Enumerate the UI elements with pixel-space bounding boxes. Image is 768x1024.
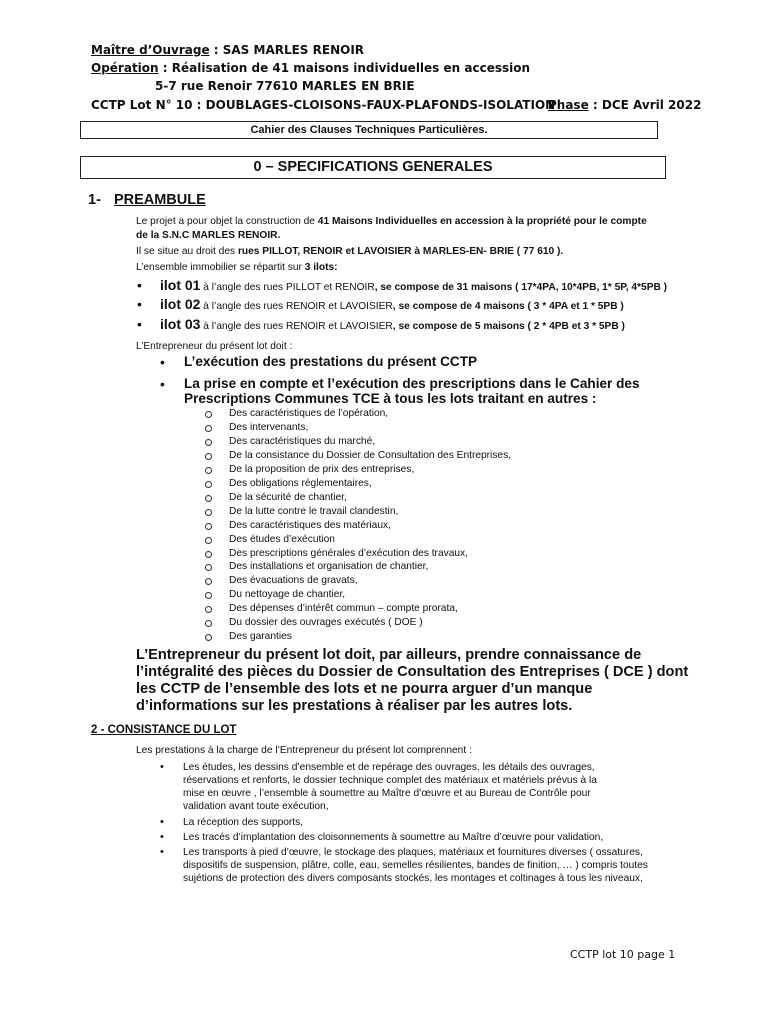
cahier-box: Cahier des Clauses Techniques Particulières. bbox=[80, 121, 658, 139]
circle-bullet-icon bbox=[205, 537, 212, 544]
prescription-item: De la sécurité de chantier, bbox=[229, 491, 347, 503]
ilot-name: ilot 03 bbox=[160, 316, 201, 332]
header-lot: CCTP Lot N° 10 : DOUBLAGES-CLOISONS-FAUX-PLAFONDS-ISOLATION bbox=[91, 98, 556, 112]
moa-value: : SAS MARLES RENOIR bbox=[209, 43, 365, 57]
preambule-heading bbox=[88, 192, 206, 208]
circle-bullet-icon bbox=[205, 439, 212, 446]
preambule-line-4 bbox=[136, 261, 338, 274]
bullet-icon: • bbox=[160, 376, 165, 392]
header-address: 5-7 rue Renoir 77610 MARLES EN BRIE bbox=[155, 79, 415, 93]
text-fragment: Le projet a pour objet la construction de bbox=[136, 216, 318, 227]
prescription-item: Des garanties bbox=[229, 631, 292, 643]
ilot-description: , se compose de 4 maisons ( 3 * 4PA et 1 * 5PB ) bbox=[392, 301, 624, 312]
bullet-icon: • bbox=[160, 831, 164, 843]
ilot-description: , se compose de 5 maisons ( 2 * 4PB et 3 * 5PB ) bbox=[392, 321, 625, 332]
prescription-item: De la proposition de prix des entreprises, bbox=[229, 463, 415, 475]
consistance-item-line: La réception des supports, bbox=[183, 817, 304, 828]
ilot-item bbox=[160, 277, 667, 293]
consistance-heading: 2 - CONSISTANCE DU LOT bbox=[91, 724, 237, 736]
consistance-item-line: dispositifs de suspension, plâtre, colle, eau, semelles résilientes, bandes de finition, … ) compris toutes bbox=[183, 860, 648, 871]
circle-bullet-icon bbox=[205, 453, 212, 460]
prescription-item: Des installations et organisation de chantier, bbox=[229, 561, 429, 573]
prescription-item: Des évacuations de gravats, bbox=[229, 575, 358, 587]
dce-paragraph-line: l’intégralité des pièces du Dossier de Consultation des Entreprises ( DCE ) dont bbox=[136, 664, 689, 680]
prescription-item: Des caractéristiques du marché, bbox=[229, 435, 376, 447]
preambule-line-3 bbox=[136, 245, 563, 258]
ilot-description: , se compose de 31 maisons ( 17*4PA, 10*4PB, 1* 5P, 4*5PB ) bbox=[374, 282, 668, 293]
consistance-item-line: Les études, les dessins d’ensemble et de repérage des ouvrages, les détails des ouvrages, bbox=[183, 762, 595, 773]
bullet-icon: • bbox=[137, 277, 142, 293]
circle-bullet-icon bbox=[205, 551, 212, 558]
text-fragment: rues PILLOT, RENOIR et LAVOISIER à MARLES-EN- BRIE ( 77 610 ). bbox=[237, 246, 564, 257]
circle-bullet-icon bbox=[205, 564, 212, 571]
prescription-item: Des dépenses d’intérêt commun – compte prorata, bbox=[229, 603, 458, 615]
header-moa bbox=[91, 43, 364, 57]
operation-label: Opération bbox=[91, 61, 159, 75]
ilot-item bbox=[160, 316, 625, 332]
ilot-item bbox=[160, 296, 624, 312]
circle-bullet-icon bbox=[205, 592, 212, 599]
preambule-title: PREAMBULE bbox=[113, 192, 206, 208]
text-fragment: 41 Maisons Individuelles en accession à la propriété pour le compte bbox=[317, 216, 647, 227]
preambule-line-2: de la S.N.C MARLES RENOIR. bbox=[136, 230, 281, 241]
text-fragment: Il se situe au droit des bbox=[136, 246, 238, 257]
circle-bullet-icon bbox=[205, 523, 212, 530]
consistance-intro: Les prestations à la charge de l’Entrepreneur du présent lot comprennent : bbox=[136, 745, 472, 756]
circle-bullet-icon bbox=[205, 578, 212, 585]
circle-bullet-icon bbox=[205, 481, 212, 488]
consistance-item-line: sujétions de protection des divers composants stockés, les montages et coltinages à tous les niveaux, bbox=[183, 873, 643, 884]
consistance-item-line: Les transports à pied d’œuvre, le stockage des plaques, matériaux et fournitures diverses ( ossatures, bbox=[183, 847, 643, 858]
circle-bullet-icon bbox=[205, 620, 212, 627]
circle-bullet-icon bbox=[205, 495, 212, 502]
prescription-item: De la lutte contre le travail clandestin, bbox=[229, 505, 399, 517]
phase-value: : DCE Avril 2022 bbox=[588, 98, 702, 112]
bullet-icon: • bbox=[160, 761, 164, 773]
preambule-number: 1- bbox=[88, 192, 101, 208]
prescription-item: Du dossier des ouvrages exécutés ( DOE ) bbox=[229, 617, 423, 629]
bullet-icon: • bbox=[160, 354, 165, 370]
dce-paragraph-line: L’Entrepreneur du présent lot doit, par ailleurs, prendre connaissance de bbox=[136, 647, 642, 663]
prescription-item: Des caractéristiques de l’opération, bbox=[229, 408, 389, 419]
ilot-location: à l’angle des rues RENOIR et LAVOISIER bbox=[200, 321, 393, 332]
header-operation bbox=[91, 61, 530, 75]
duty-2-line-2: Prescriptions Communes TCE à tous les lots traitant en autres : bbox=[184, 391, 597, 406]
preambule-line-1 bbox=[136, 215, 647, 228]
ilot-name: ilot 02 bbox=[160, 296, 201, 312]
circle-bullet-icon bbox=[205, 509, 212, 516]
specs-box: 0 – SPECIFICATIONS GENERALES bbox=[80, 156, 666, 179]
duty-1: L’exécution des prestations du présent CCTP bbox=[184, 354, 478, 369]
prescription-item: Des obligations réglementaires, bbox=[229, 477, 372, 489]
bullet-icon: • bbox=[160, 816, 164, 828]
consistance-item-line: Les tracés d’implantation des cloisonnements à soumettre au Maître d’œuvre pour validation, bbox=[183, 832, 604, 843]
header-phase bbox=[548, 98, 701, 112]
circle-bullet-icon bbox=[205, 634, 212, 641]
prescription-item: Du nettoyage de chantier, bbox=[229, 589, 346, 601]
prescription-item: Des études d’exécution bbox=[229, 533, 335, 545]
circle-bullet-icon bbox=[205, 467, 212, 474]
ilot-name: ilot 01 bbox=[160, 277, 201, 293]
entrepreneur-intro: L’Entrepreneur du présent lot doit : bbox=[136, 341, 293, 352]
operation-value: : Réalisation de 41 maisons individuelles en accession bbox=[158, 61, 531, 75]
consistance-item-line: réservations et renforts, le dossier technique complet des matériaux et matériels prévus à la bbox=[183, 775, 597, 786]
prescription-item: De la consistance du Dossier de Consultation des Entreprises, bbox=[229, 449, 512, 461]
prescription-item: Des caractéristiques des matériaux, bbox=[229, 519, 391, 531]
ilot-location: à l’angle des rues PILLOT et RENOIR bbox=[200, 282, 375, 293]
dce-paragraph-line: d’informations sur les prestations à réaliser par les autres lots. bbox=[136, 698, 573, 714]
text-fragment: 3 ilots: bbox=[304, 262, 338, 273]
bullet-icon: • bbox=[160, 846, 164, 858]
circle-bullet-icon bbox=[205, 606, 212, 613]
phase-label: Phase bbox=[548, 98, 589, 112]
page-footer: CCTP lot 10 page 1 bbox=[570, 948, 676, 961]
moa-label: Maître d’Ouvrage bbox=[91, 43, 210, 57]
ilot-location: à l’angle des rues RENOIR et LAVOISIER bbox=[200, 301, 393, 312]
circle-bullet-icon bbox=[205, 425, 212, 432]
circle-bullet-icon bbox=[205, 411, 212, 418]
consistance-item-line: mise en œuvre , l’ensemble à soumettre au Maître d’œuvre et au Bureau de Contrôle pour bbox=[183, 788, 591, 799]
dce-paragraph-line: les CCTP de l’ensemble des lots et ne pourra arguer d’un manque bbox=[136, 681, 593, 697]
bullet-icon: • bbox=[137, 296, 142, 312]
bullet-icon: • bbox=[137, 316, 142, 332]
consistance-item-line: validation avant toute exécution, bbox=[183, 801, 329, 812]
duty-2-line-1: La prise en compte et l’exécution des prescriptions dans le Cahier des bbox=[184, 376, 640, 391]
text-fragment: L’ensemble immobilier se répartit sur bbox=[136, 262, 305, 273]
prescription-item: Des prescriptions générales d’exécution des travaux, bbox=[229, 547, 468, 559]
prescription-item: Des intervenants, bbox=[229, 421, 309, 433]
